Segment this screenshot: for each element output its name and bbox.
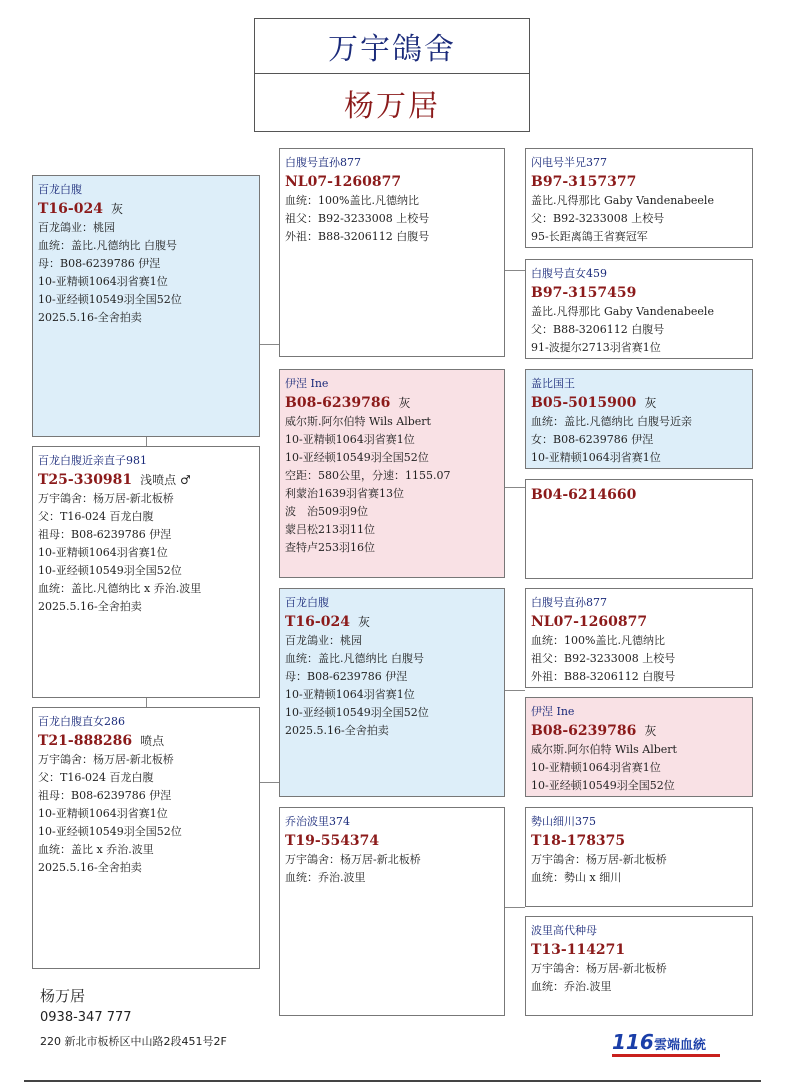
info-line: 10-亚经顿10549羽全国52位 (38, 825, 182, 838)
info-line: 2025.5.16-全舍拍卖 (38, 861, 142, 874)
ring-number: NL07-1260877 (531, 614, 648, 630)
ring-number: B04-6214660 (531, 487, 637, 503)
ring-row (285, 172, 499, 192)
bird-color: 浅喷点 ♂ (140, 473, 191, 487)
info-line: 10-亚经顿10549羽全国52位 (285, 706, 429, 719)
bird-color: 灰 (110, 202, 123, 216)
info-line: 盖比.凡得那比 Gaby Vandenabeele (531, 305, 714, 318)
logo-number: 116 (612, 1030, 654, 1054)
info-line: 父：T16-024 百龙白腹 (38, 771, 154, 784)
granddam-card-3[interactable] (525, 697, 753, 797)
bottom-divider (24, 1080, 761, 1082)
bird-name: 盖比国王 (531, 377, 575, 390)
info-line: 父：T16-024 百龙白腹 (38, 510, 154, 523)
brand-logo[interactable] (612, 1030, 722, 1058)
ring-row (38, 470, 254, 490)
info-line: 女：B08-6239786 伊涅 (531, 433, 654, 446)
info-line: 血统：勢山 x 细川 (531, 871, 622, 884)
bird-name: 波里高代种母 (531, 924, 597, 937)
granddam-card-4[interactable] (525, 916, 753, 1016)
info-line: 10-亚精顿1064羽省赛1位 (285, 433, 415, 446)
info-line: 万宇鴿舍：杨万居-新北板桥 (531, 853, 667, 866)
dam2-card[interactable] (279, 807, 505, 1016)
bird-name: 白腹号直女459 (531, 267, 607, 280)
ring-row (531, 393, 747, 413)
info-line: 10-亚精顿1064羽省赛1位 (38, 275, 168, 288)
bird-color: 灰 (644, 724, 657, 738)
info-line: 外祖：B88-3206112 白腹号 (531, 670, 676, 683)
info-line: 血统：盖比.凡德纳比 白腹号 (285, 652, 424, 665)
bird-name: 伊涅 Ine (285, 377, 329, 390)
footer-phone: 0938-347 777 (40, 1010, 132, 1025)
connector-line (505, 270, 525, 271)
ring-number: B08-6239786 (531, 723, 637, 739)
sire2-card[interactable] (279, 588, 505, 797)
ring-row (531, 485, 747, 505)
info-line: 母：B08-6239786 伊涅 (38, 257, 161, 270)
ring-number: T18-178375 (531, 833, 626, 849)
info-line: 10-亚精顿1064羽省赛1位 (38, 546, 168, 559)
info-line: 血统：乔治.波里 (531, 980, 612, 993)
ring-number: T16-024 (285, 614, 350, 630)
ring-number: T16-024 (38, 201, 103, 217)
grandsire-card-2[interactable] (525, 369, 753, 469)
connector-line (505, 487, 525, 488)
info-line: 盖比.凡得那比 Gaby Vandenabeele (531, 194, 714, 207)
loft-title: 万宇鴿舍 (254, 18, 530, 74)
bird-name: 勢山细川375 (531, 815, 596, 828)
logo-text: 雲端血統 (654, 1038, 707, 1053)
connector-line (505, 907, 525, 908)
subject-card-2[interactable] (32, 446, 260, 698)
subject-card-3[interactable] (32, 707, 260, 969)
ring-number: B97-3157459 (531, 285, 637, 301)
info-line: 万宇鴿舍：杨万居-新北板桥 (531, 962, 667, 975)
ring-number: NL07-1260877 (285, 174, 402, 190)
ring-row (285, 393, 499, 413)
info-line: 2025.5.16-全舍拍卖 (38, 600, 142, 613)
info-line: 百龙鴿业：桃园 (285, 634, 362, 647)
ring-number: T19-554374 (285, 833, 380, 849)
info-line: 查特卢253羽16位 (285, 541, 375, 554)
grandsire-card-4[interactable] (525, 807, 753, 907)
footer-address: 220 新北市板桥区中山路2段451号2F (40, 1035, 227, 1048)
info-line: 血统：盖比.凡德纳比 x 乔治.波里 (38, 582, 202, 595)
bird-name: 白腹号直孙877 (531, 596, 607, 609)
owner-title: 杨万居 (254, 74, 530, 132)
subject-card-1[interactable] (32, 175, 260, 437)
info-line: 威尔斯.阿尔伯特 Wils Albert (531, 743, 677, 756)
info-line: 10-亚精顿1064羽省赛1位 (38, 807, 168, 820)
ring-row (285, 831, 499, 851)
bird-color: 灰 (357, 615, 370, 629)
info-line: 2025.5.16-全舍拍卖 (285, 724, 389, 737)
ring-number: B05-5015900 (531, 395, 637, 411)
granddam-card-2[interactable] (525, 479, 753, 579)
info-line: 祖父：B92-3233008 上校号 (285, 212, 430, 225)
grandsire-card-3[interactable] (525, 588, 753, 688)
granddam-card-1[interactable] (525, 259, 753, 359)
connector-line (260, 782, 280, 783)
info-line: 母：B08-6239786 伊涅 (285, 670, 408, 683)
info-line: 父：B92-3233008 上校号 (531, 212, 665, 225)
info-line: 血统：乔治.波里 (285, 871, 366, 884)
info-line: 祖父：B92-3233008 上校号 (531, 652, 676, 665)
grandsire-card-1[interactable] (525, 148, 753, 248)
info-line: 血统：100%盖比.凡德纳比 (531, 634, 665, 647)
info-line: 祖母：B08-6239786 伊涅 (38, 528, 172, 541)
bird-name: 白腹号直孙877 (285, 156, 361, 169)
connector-line (146, 437, 147, 446)
ring-row (531, 721, 747, 741)
info-line: 利蒙治1639羽省赛13位 (285, 487, 404, 500)
bird-name: 百龙白腹近亲直子981 (38, 454, 147, 467)
dam-card[interactable] (279, 369, 505, 578)
info-line: 空距：580公里，分速：1155.07 (285, 469, 451, 482)
ring-row (531, 940, 747, 960)
info-line: 蒙吕松213羽11位 (285, 523, 375, 536)
connector-line (505, 690, 525, 691)
info-line: 威尔斯.阿尔伯特 Wils Albert (285, 415, 431, 428)
info-line: 外祖：B88-3206112 白腹号 (285, 230, 430, 243)
ring-row (531, 172, 747, 192)
ring-row (285, 612, 499, 632)
info-line: 血统：盖比.凡德纳比 白腹号 (38, 239, 177, 252)
info-line: 万宇鴿舍：杨万居-新北板桥 (285, 853, 421, 866)
info-line: 10-亚精顿1064羽省赛1位 (531, 451, 661, 464)
info-line: 10-亚精顿1064羽省赛1位 (285, 688, 415, 701)
ring-number: T21-888286 (38, 733, 133, 749)
ring-row (531, 831, 747, 851)
info-line: 血统：盖比.凡德纳比 白腹号近亲 (531, 415, 692, 428)
sire-card[interactable] (279, 148, 505, 357)
bird-name: 百龙白腹 (38, 183, 82, 196)
info-line: 血统：100%盖比.凡德纳比 (285, 194, 419, 207)
connector-line (146, 698, 147, 707)
ring-row (531, 612, 747, 632)
logo-underline (612, 1054, 720, 1057)
info-line: 祖母：B08-6239786 伊涅 (38, 789, 172, 802)
info-line: 10-亚精顿1064羽省赛1位 (531, 761, 661, 774)
connector-line (260, 344, 280, 345)
info-line: 万宇鴿舍：杨万居-新北板桥 (38, 492, 174, 505)
ring-number: T13-114271 (531, 942, 626, 958)
info-line: 百龙鴿业：桃园 (38, 221, 115, 234)
bird-color: 喷点 (140, 734, 165, 748)
bird-name: 伊涅 Ine (531, 705, 575, 718)
info-line: 2025.5.16-全舍拍卖 (38, 311, 142, 324)
bird-color: 灰 (398, 396, 411, 410)
info-line: 血统：盖比 x 乔治.波里 (38, 843, 154, 856)
ring-number: T25-330981 (38, 472, 133, 488)
bird-name: 乔治波里374 (285, 815, 350, 828)
ring-number: B08-6239786 (285, 395, 391, 411)
ring-number: B97-3157377 (531, 174, 637, 190)
bird-name: 百龙白腹 (285, 596, 329, 609)
ring-row (38, 731, 254, 751)
ring-row (531, 283, 747, 303)
bird-color: 灰 (644, 396, 657, 410)
info-line: 91-波提尔2713羽省赛1位 (531, 341, 661, 354)
ring-row (38, 199, 254, 219)
info-line: 95-长距离鴿王省赛冠军 (531, 230, 648, 243)
info-line: 波 治509羽9位 (285, 505, 368, 518)
info-line: 万宇鴿舍：杨万居-新北板桥 (38, 753, 174, 766)
info-line: 10-亚经顿10549羽全国52位 (531, 779, 675, 792)
info-line: 10-亚经顿10549羽全国52位 (38, 293, 182, 306)
footer-name: 杨万居 (40, 987, 86, 1005)
info-line: 父：B88-3206112 白腹号 (531, 323, 665, 336)
info-line: 10-亚经顿10549羽全国52位 (38, 564, 182, 577)
bird-name: 闪电号半兄377 (531, 156, 607, 169)
info-line: 10-亚经顿10549羽全国52位 (285, 451, 429, 464)
bird-name: 百龙白腹直女286 (38, 715, 125, 728)
